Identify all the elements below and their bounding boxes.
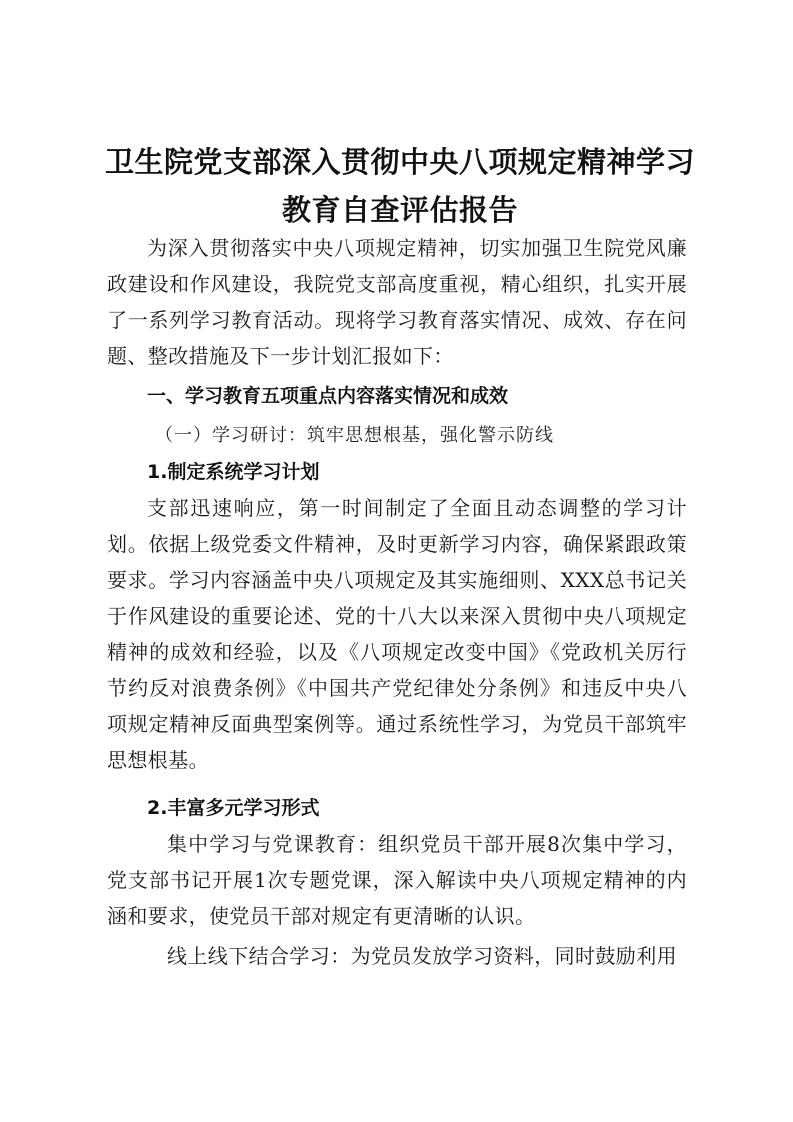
intro-paragraph: 为深入贯彻落实中央八项规定精神，切实加强卫生院党风廉政建设和作风建设，我院党支部高度重视，精心组织，扎实开展了一系列学习教育活动。现将学习教育落实情况、成效、存在问题、整改措施及下一步计划汇报如下： — [107, 236, 687, 368]
item-2-heading: 2.丰富多元学习形式 — [147, 797, 320, 819]
subsection-1-heading: （一）学习研讨：筑牢思想根基，强化警示防线 — [155, 425, 554, 446]
item-1-body: 支部迅速响应，第一时间制定了全面且动态调整的学习计划。依据上级党委文件精神，及时更新学习内容，确保紧跟政策要求。学习内容涵盖中央八项规定及其实施细则、XXX总书记关于作风建设的重要论述、党的十八大以来深入贯彻中央八项规定精神的成效和经验，以及《八项规定改变中国》《党政机关厉行节约反对浪费条例》《中国共产党纪律处分条例》和违反中央八项规定精神反面典型案例等。通过系统性学习，为党员干部筑牢思想根基。 — [107, 496, 687, 772]
document-title-line-1: 卫生院党支部深入贯彻中央八项规定精神学习 — [104, 145, 695, 179]
document-title-line-2: 教育自查评估报告 — [281, 193, 518, 227]
section-1-heading: 一、学习教育五项重点内容落实情况和成效 — [147, 385, 509, 407]
item-2-paragraph-1: 集中学习与党课教育：组织党员干部开展8次集中学习，党支部书记开展1次专题党课，深入解读中央八项规定精神的内涵和要求，使党员干部对规定有更清晰的认识。 — [107, 832, 687, 928]
item-1-heading: 1.制定系统学习计划 — [147, 461, 320, 483]
item-2-paragraph-2: 线上线下结合学习：为党员发放学习资料，同时鼓励利用 — [167, 944, 677, 968]
